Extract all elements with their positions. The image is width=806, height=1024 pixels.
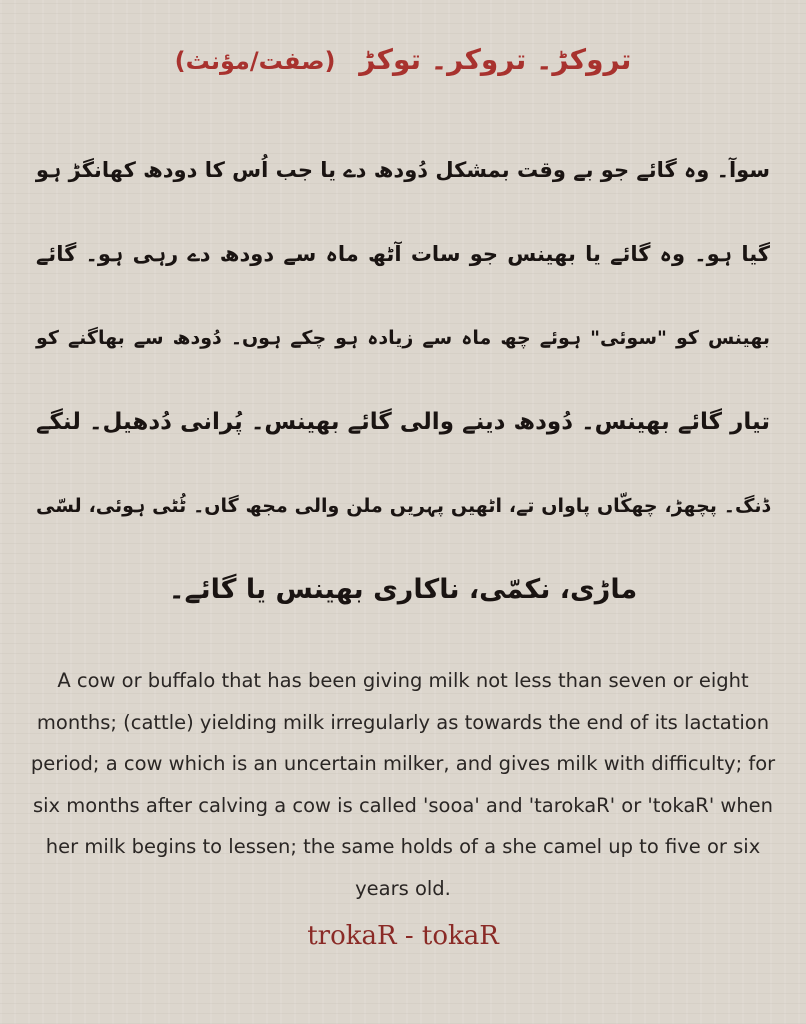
urdu-definition-line: بھینس کو "سوئی" ہوئے چھ ماہ سے زیادہ ہو چکے ہوں۔ دُودھ سے بھاگنے کو: [36, 327, 770, 349]
urdu-definition-line: تیار گائے بھینس۔ دُودھ دینے والی گائے بھینس۔ پُرانی دُدھیل۔ لنگے: [36, 409, 770, 435]
urdu-definition-line: گیا ہو۔ وہ گائے یا بھینس جو سات آٹھ ماہ سے دودھ دے رہی ہو۔ گائے: [36, 242, 770, 266]
romanized-headword: trokaR - tokaR: [307, 921, 499, 951]
urdu-definition-line: ماڑی، نکمّی، ناکاری بھینس یا گائے۔: [168, 574, 638, 605]
grammar-label: (صفت/مؤنث): [174, 47, 336, 75]
english-definition: A cow or buffalo that has been giving milk not less than seven or eight months; (cattle) yielding milk irregularly as towards the end of its lactation period; a cow which is an uncertain milker, and gives milk with difficulty; for six months after calving a cow is called 'sooa' and 'tarokaR' or 'tokaR' when her milk begins to lessen; the same holds of a she camel up to five or six years old.: [30, 669, 776, 900]
entry-heading: [0, 38, 806, 83]
urdu-definition-line: سوآ۔ وہ گائے جو بے وقت بمشکل دُودھ دے یا جب اُس کا دودھ کھانگڑ ہو: [35, 158, 770, 182]
entry-headwords: تروکڑ۔ تروکر۔ توکڑ: [359, 43, 632, 76]
urdu-definition: [36, 140, 770, 644]
urdu-definition-line: ڈنگ۔ پچھڑ، چھکّاں پاواں تے، اٹھیں پہریں ملن والی مجھ گاں۔ ٹُٹی ہوئی، لسّی: [36, 495, 770, 517]
